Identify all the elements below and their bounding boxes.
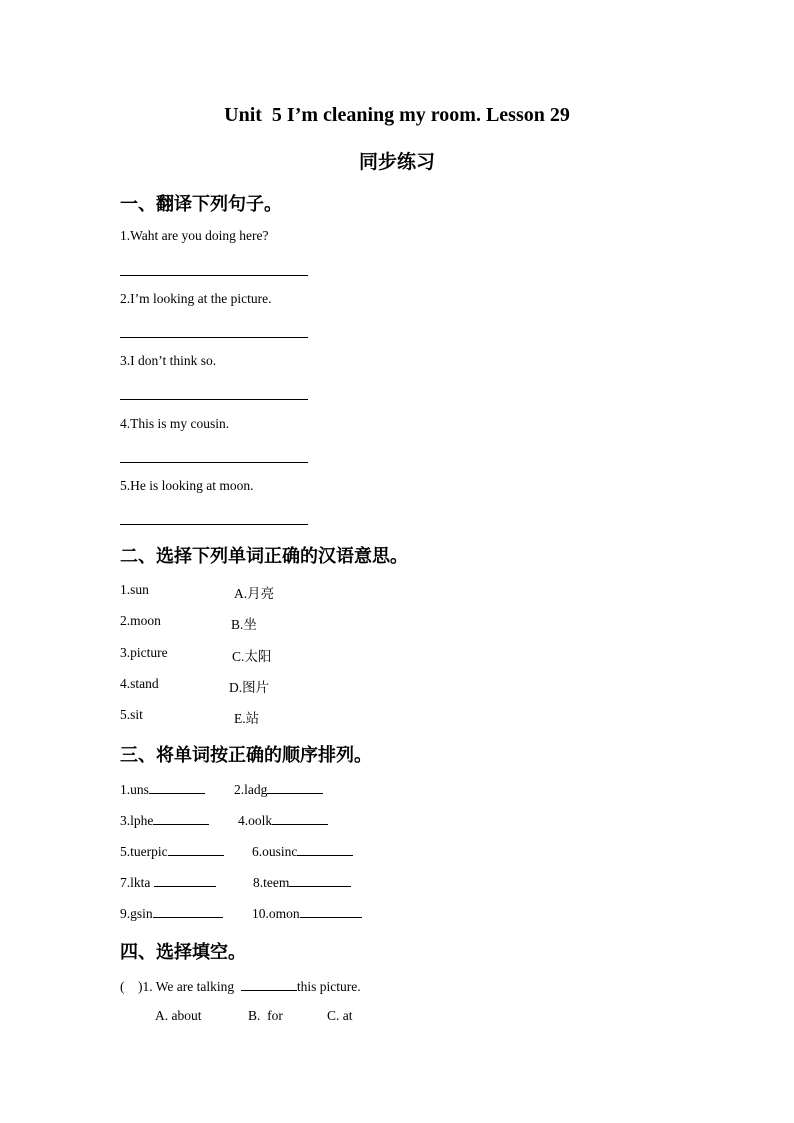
scramble-item-1: 1.uns xyxy=(120,780,205,798)
answer-line-2 xyxy=(120,337,308,338)
translate-item-3: 3.I don’t think so. xyxy=(120,353,217,368)
match-meaning-b: B.坐 xyxy=(231,617,257,632)
section3-heading: 三、将单词按正确的顺序排列。 xyxy=(120,745,372,765)
blank-2[interactable] xyxy=(267,780,323,794)
blank-9[interactable] xyxy=(153,904,223,918)
scramble-item-7: 7.lkta xyxy=(120,873,216,891)
scramble-item-10: 10.omon xyxy=(252,904,362,922)
page-subtitle: 同步练习 xyxy=(358,152,435,173)
match-meaning-d: D.图片 xyxy=(229,680,270,695)
scramble-item-3: 3.lphe xyxy=(120,811,209,829)
answer-line-3 xyxy=(120,399,308,400)
section4-heading: 四、选择填空。 xyxy=(120,942,246,962)
blank-7[interactable] xyxy=(154,873,216,887)
choice-blank-1[interactable] xyxy=(241,977,297,991)
blank-4[interactable] xyxy=(272,811,328,825)
scramble-item-9: 9.gsin xyxy=(120,904,223,922)
translate-item-5: 5.He is looking at moon. xyxy=(120,478,254,493)
choice-option-a[interactable]: A. about xyxy=(155,1008,202,1023)
page-title: Unit 5 I’m cleaning my room. Lesson 29 xyxy=(224,104,570,126)
blank-10[interactable] xyxy=(300,904,362,918)
section2-heading: 二、选择下列单词正确的汉语意思。 xyxy=(120,546,408,566)
match-word-1: 1.sun xyxy=(120,582,149,597)
scramble-item-2: 2.ladg xyxy=(234,780,323,798)
blank-5[interactable] xyxy=(168,842,224,856)
blank-3[interactable] xyxy=(153,811,209,825)
translate-item-4: 4.This is my cousin. xyxy=(120,416,230,431)
answer-line-5 xyxy=(120,524,308,525)
match-meaning-a: A.月亮 xyxy=(234,586,275,601)
answer-line-1 xyxy=(120,275,308,276)
translate-item-2: 2.I’m looking at the picture. xyxy=(120,291,272,306)
choice-option-b[interactable]: B. for xyxy=(248,1008,283,1023)
scramble-item-5: 5.tuerpic xyxy=(120,842,224,860)
scramble-item-8: 8.teem xyxy=(253,873,351,891)
scramble-item-6: 6.ousinc xyxy=(252,842,353,860)
choice-question-1: ( )1. We are talking this picture. xyxy=(120,979,361,994)
blank-6[interactable] xyxy=(297,842,353,856)
blank-1[interactable] xyxy=(149,780,205,794)
match-meaning-c: C.太阳 xyxy=(232,649,272,664)
section1-heading: 一、翻译下列句子。 xyxy=(120,194,282,214)
match-word-5: 5.sit xyxy=(120,707,143,722)
translate-item-1: 1.Waht are you doing here? xyxy=(120,228,269,243)
scramble-item-4: 4.oolk xyxy=(238,811,328,829)
match-word-2: 2.moon xyxy=(120,613,161,628)
match-meaning-e: E.站 xyxy=(234,711,260,726)
choice-option-c[interactable]: C. at xyxy=(327,1008,353,1023)
blank-8[interactable] xyxy=(289,873,351,887)
match-word-4: 4.stand xyxy=(120,676,159,691)
answer-line-4 xyxy=(120,462,308,463)
match-word-3: 3.picture xyxy=(120,645,168,660)
